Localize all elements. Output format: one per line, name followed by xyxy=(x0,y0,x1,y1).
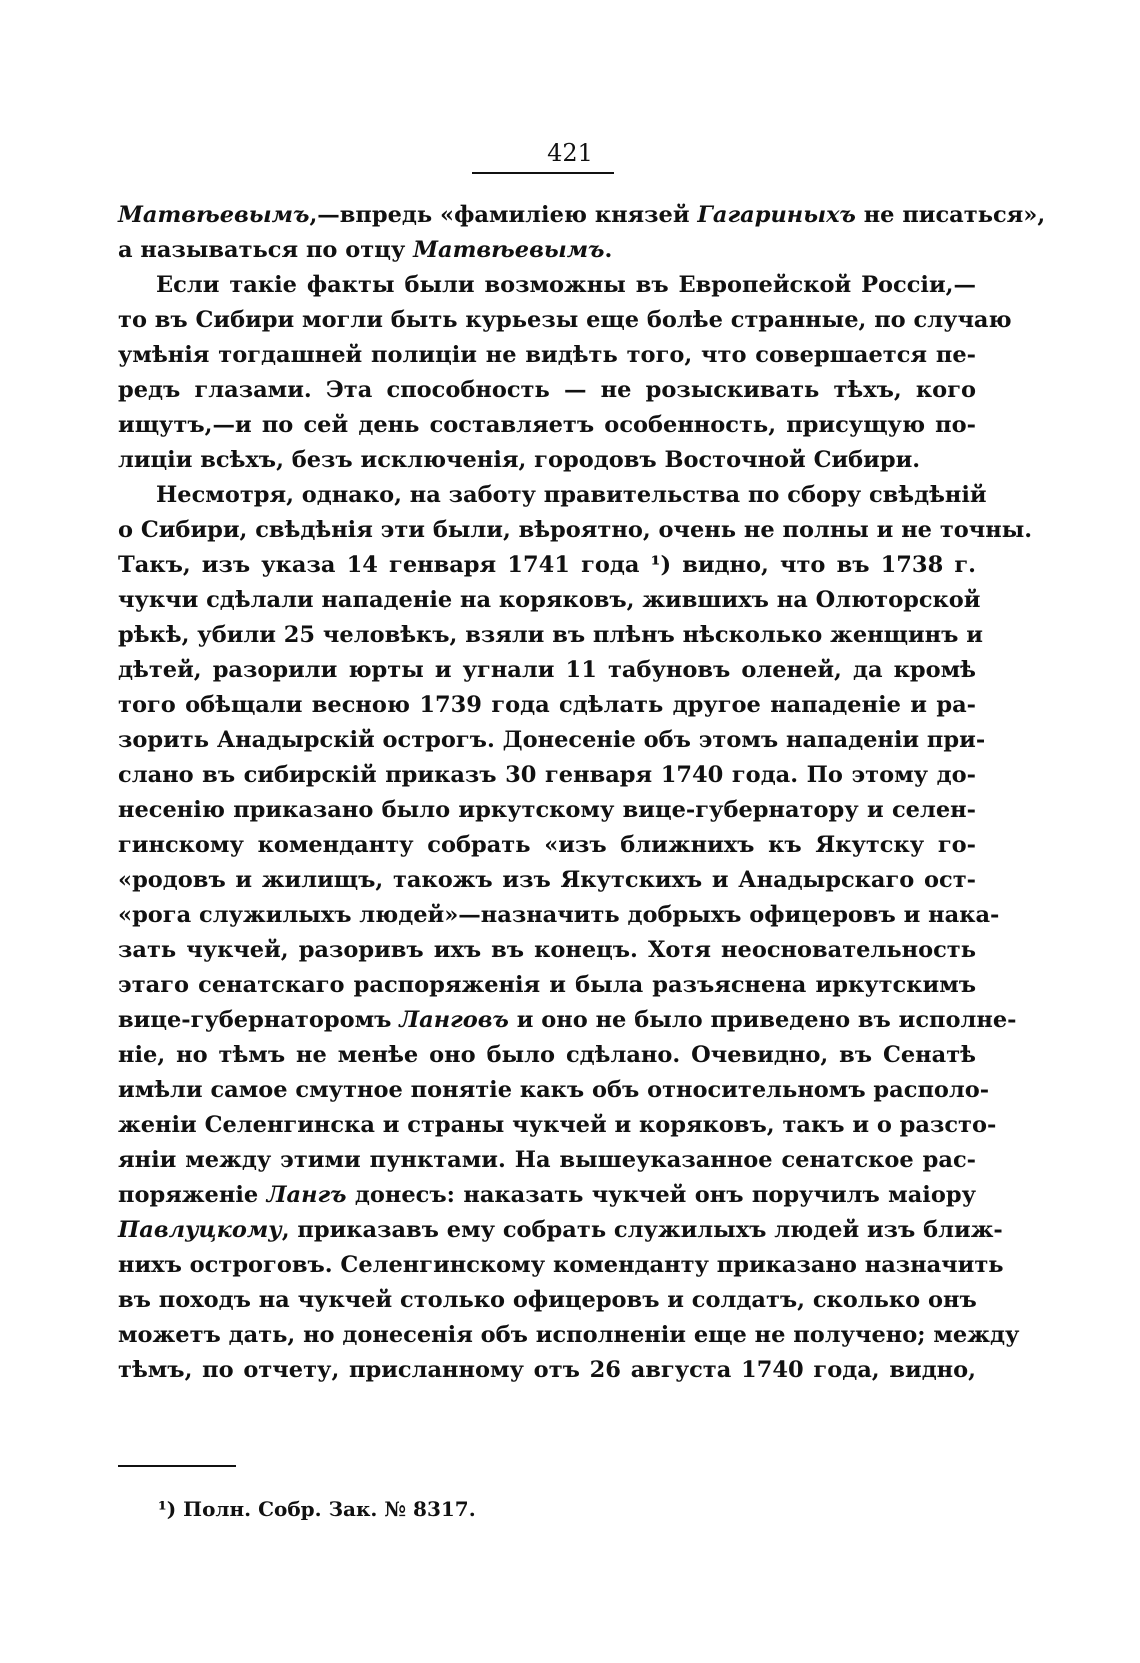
text-segment: несенію приказано было иркутскому вице-губернатору и селен- xyxy=(118,797,976,823)
footnote-rule xyxy=(118,1465,236,1467)
text-line xyxy=(118,863,976,898)
text-segment: «рога служилыхъ людей»—назначить добрыхъ офицеровъ и нака- xyxy=(118,902,1000,928)
text-segment: ищутъ,—и по сей день составляетъ особенность, присущую по- xyxy=(118,412,976,438)
text-line xyxy=(118,1213,1003,1248)
text-segment: слано въ сибирскій приказъ 30 генваря 1740 года. По этому до- xyxy=(118,762,976,788)
text-segment: и оно не было приведено въ исполне- xyxy=(508,1007,1017,1033)
text-line xyxy=(118,408,976,443)
text-line xyxy=(118,898,1000,933)
text-segment: Такъ, изъ указа 14 генваря 1741 года ¹) видно, что въ 1738 г. xyxy=(118,552,976,578)
text-segment: умѣнія тогдашней полиціи не видѣть того, что совершается пе- xyxy=(118,342,976,368)
text-segment: чукчи сдѣлали нападеніе на коряковъ, жившихъ на Олюторской xyxy=(118,587,981,613)
text-segment: «родовъ и жилищъ, такожъ изъ Якутскихъ и Анадырскаго ост- xyxy=(118,867,976,893)
italic-name: Матвѣевымъ xyxy=(118,202,310,228)
text-line xyxy=(118,583,981,618)
text-segment: вице-губернаторомъ xyxy=(118,1007,400,1033)
text-line xyxy=(118,233,976,268)
text-segment: о Сибири, свѣдѣнія эти были, вѣроятно, очень не полны и не точны. xyxy=(118,517,1033,543)
text-line xyxy=(118,443,976,478)
text-line xyxy=(118,548,976,583)
text-segment: лиціи всѣхъ, безъ исключенія, городовъ Восточной Сибири. xyxy=(118,447,921,473)
text-segment: ніе, но тѣмъ не менѣе оно было сдѣлано. Очевидно, въ Сенатѣ xyxy=(118,1042,976,1068)
text-line xyxy=(118,268,976,303)
text-segment: Несмотря, однако, на заботу правительства по сбору свѣдѣній xyxy=(156,482,987,508)
text-line xyxy=(118,303,1012,338)
page-number-rule xyxy=(472,172,614,174)
italic-name: Лангъ xyxy=(266,1182,347,1208)
text-line xyxy=(118,723,986,758)
italic-name: Ланговъ xyxy=(399,1007,509,1033)
text-segment: зорить Анадырскій острогъ. Донесеніе объ этомъ нападеніи при- xyxy=(118,727,986,753)
text-segment: нихъ остроговъ. Селенгинскому коменданту приказано назначить xyxy=(118,1252,1004,1278)
text-line xyxy=(118,513,1033,548)
text-segment: женіи Селенгинска и страны чукчей и коряковъ, такъ и о разсто- xyxy=(118,1112,997,1138)
text-line xyxy=(118,933,976,968)
body-text xyxy=(118,198,1046,1388)
italic-name: Павлуцкому xyxy=(118,1217,282,1243)
text-segment: яніи между этими пунктами. На вышеуказанное сенатское рас- xyxy=(118,1147,976,1173)
text-segment: въ походъ на чукчей столько офицеровъ и солдатъ, сколько онъ xyxy=(118,1287,977,1313)
text-segment: этаго сенатскаго распоряженія и была разъяснена иркутскимъ xyxy=(118,972,976,998)
text-line xyxy=(118,198,1046,233)
italic-name: Гагариныхъ xyxy=(697,202,856,228)
text-segment: можетъ дать, но донесенія объ исполненіи еще не получено; между xyxy=(118,1322,1020,1348)
text-segment: имѣли самое смутное понятіе какъ объ относительномъ располо- xyxy=(118,1077,990,1103)
text-segment: донесъ: наказать чукчей онъ поручилъ маіору xyxy=(346,1182,976,1208)
text-line xyxy=(118,968,976,1003)
text-segment: ,—впредь «фамиліею князей xyxy=(309,202,698,228)
text-segment: дѣтей, разорили юрты и угнали 11 табуновъ оленей, да кромѣ xyxy=(118,657,976,683)
text-segment: а называться по отцу xyxy=(118,237,414,263)
text-segment: тѣмъ, по отчету, присланному отъ 26 августа 1740 года, видно, xyxy=(118,1357,976,1383)
text-line xyxy=(118,1143,976,1178)
text-line xyxy=(118,1108,997,1143)
text-segment: гинскому коменданту собрать «изъ ближнихъ къ Якутску го- xyxy=(118,832,976,858)
text-line xyxy=(118,793,976,828)
footnote: ¹) Полн. Собр. Зак. № 8317. xyxy=(158,1497,476,1521)
text-line xyxy=(118,1003,1017,1038)
text-segment: то въ Сибири могли быть курьезы еще болѣе странные, по случаю xyxy=(118,307,1012,333)
text-line xyxy=(118,1073,990,1108)
text-line xyxy=(118,828,976,863)
text-line xyxy=(118,688,976,723)
text-segment: зать чукчей, разоривъ ихъ въ конецъ. Хотя неосновательность xyxy=(118,937,976,963)
text-line xyxy=(118,1178,976,1213)
text-segment: . xyxy=(604,237,613,263)
text-segment: поряженіе xyxy=(118,1182,267,1208)
text-segment: рѣкѣ, убили 25 человѣкъ, взяли въ плѣнъ нѣсколько женщинъ и xyxy=(118,622,983,648)
text-segment: не писаться», xyxy=(855,202,1046,228)
text-line xyxy=(118,1283,976,1318)
page-number: 421 xyxy=(547,139,593,167)
text-segment: редъ глазами. Эта способность — не розыскивать тѣхъ, кого xyxy=(118,377,976,403)
text-line xyxy=(118,478,987,513)
italic-name: Матвѣевымъ xyxy=(413,237,605,263)
text-line xyxy=(118,653,976,688)
text-line xyxy=(118,1353,976,1388)
text-line xyxy=(118,373,976,408)
text-line xyxy=(118,618,983,653)
text-line xyxy=(118,1248,1004,1283)
text-segment: того обѣщали весною 1739 года сдѣлать другое нападеніе и ра- xyxy=(118,692,976,718)
text-line xyxy=(118,1318,1020,1353)
text-segment: Если такіе факты были возможны въ Европейской Россіи,— xyxy=(156,272,976,298)
text-line xyxy=(118,1038,976,1073)
text-line xyxy=(118,338,976,373)
text-line xyxy=(118,758,976,793)
text-segment: , приказавъ ему собрать служилыхъ людей изъ ближ- xyxy=(281,1217,1003,1243)
